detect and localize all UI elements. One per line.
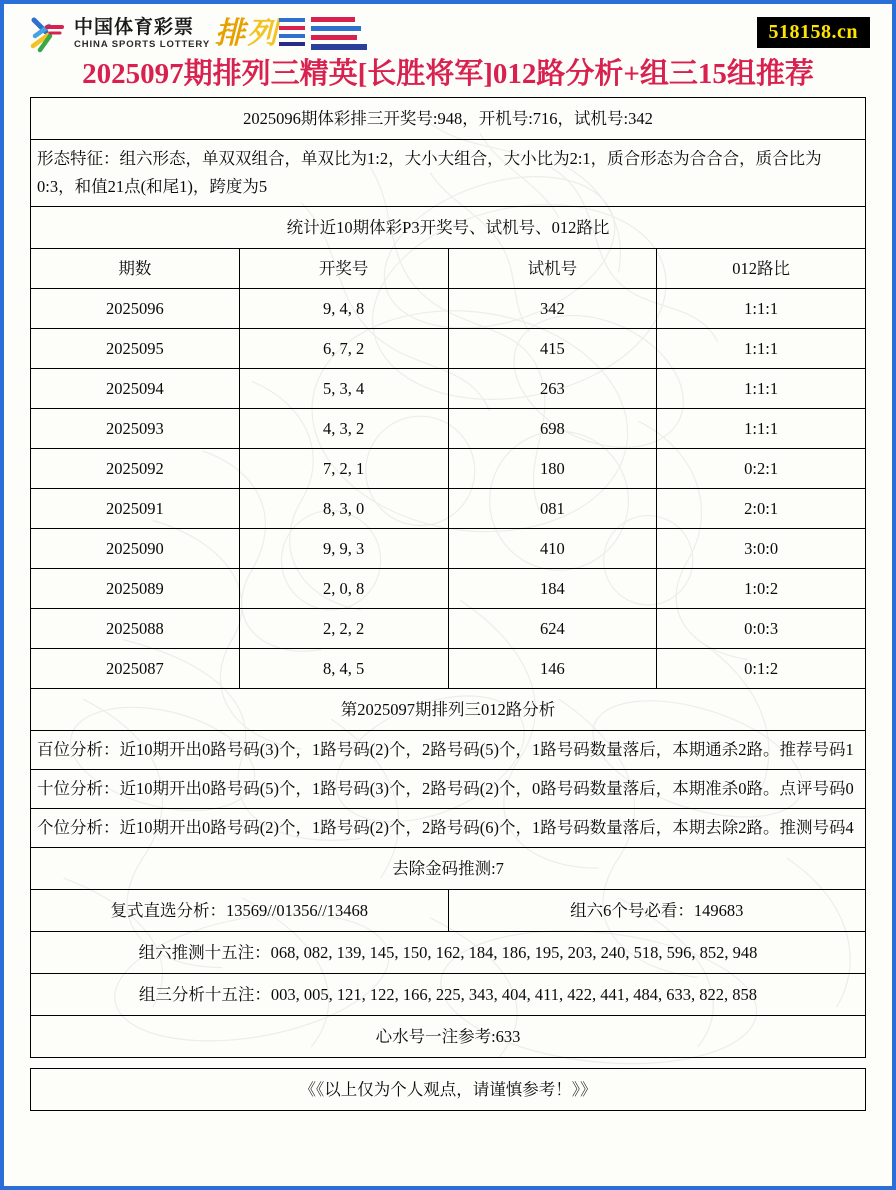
cell-test: 180 [448,449,657,489]
hundreds-analysis-cell: 百位分析：近10期开出0路号码(3)个，1路号码(2)个，2路号码(5)个，1路号码数量落后，本期通杀2路。推荐号码1 [31,731,866,770]
page-header [4,4,892,56]
history-caption-row [31,207,866,249]
svg-text:列: 列 [247,17,278,50]
history-header-row [31,249,866,289]
table-row [31,369,866,409]
cell-draw: 2, 0, 8 [239,569,448,609]
cell-test: 184 [448,569,657,609]
table-row [31,449,866,489]
group3-fifteen-row [31,974,866,1016]
cell-draw: 9, 4, 8 [239,289,448,329]
cell-ratio: 0:1:2 [657,649,866,689]
cell-draw: 4, 3, 2 [239,409,448,449]
cell-ratio: 1:1:1 [657,409,866,449]
cell-ratio: 3:0:0 [657,529,866,569]
pattern-features-row [31,140,866,207]
cell-period: 2025094 [31,369,240,409]
footer-row [31,1069,866,1111]
units-analysis-cell: 个位分析：近10期开出0路号码(2)个，1路号码(2)个，2路号码(6)个，1路号码数量落后，本期去除2路。推测号码4 [31,809,866,848]
units-analysis-row [31,809,866,848]
group6-must-see-cell: 组六6个号必看：149683 [448,890,866,932]
tens-analysis-cell: 十位分析：近10期开出0路号码(5)个，1路号码(3)个，2路号码(2)个，0路号码数量落后，本期准杀0路。点评号码0 [31,770,866,809]
cell-test: 624 [448,609,657,649]
compound-row [31,890,866,932]
cell-period: 2025087 [31,649,240,689]
cell-test: 415 [448,329,657,369]
cell-ratio: 1:1:1 [657,329,866,369]
table-row [31,609,866,649]
group6-fifteen-row [31,932,866,974]
cell-draw: 8, 3, 0 [239,489,448,529]
footer-disclaimer-cell: 《《以上仅为个人观点，请谨慎参考！》》 [31,1069,866,1111]
remove-gold-cell: 去除金码推测:7 [31,848,866,890]
cell-period: 2025090 [31,529,240,569]
lottery-logo-mark [30,14,70,54]
cell-draw: 9, 9, 3 [239,529,448,569]
table-row [31,409,866,449]
cell-draw: 7, 2, 1 [239,449,448,489]
analysis-caption-row [31,689,866,731]
col-header-period: 期数 [31,249,240,289]
analysis-caption-cell: 第2025097期排列三012路分析 [31,689,866,731]
table-gap [4,1058,892,1068]
logo-english-name: CHINA SPORTS LOTTERY [74,39,211,50]
cell-period: 2025092 [31,449,240,489]
cell-test: 146 [448,649,657,689]
table-row [31,649,866,689]
cell-ratio: 0:2:1 [657,449,866,489]
cell-ratio: 1:0:2 [657,569,866,609]
draw-summary-row [31,98,866,140]
cell-test: 081 [448,489,657,529]
remove-gold-row [31,848,866,890]
draw-summary-cell: 2025096期体彩排三开奖号:948，开机号:716，试机号:342 [31,98,866,140]
cell-ratio: 1:1:1 [657,289,866,329]
col-header-ratio: 012路比 [657,249,866,289]
cell-draw: 6, 7, 2 [239,329,448,369]
cell-ratio: 2:0:1 [657,489,866,529]
cell-draw: 5, 3, 4 [239,369,448,409]
table-row [31,489,866,529]
cell-ratio: 0:0:3 [657,609,866,649]
pattern-features-cell: 形态特征：组六形态，单双双组合，单双比为1:2，大小大组合，大小比为2:1，质合形态为合合合，质合比为0:3，和值21点(和尾1)，跨度为5 [31,140,866,207]
table-row [31,329,866,369]
logo-chinese-name: 中国体育彩票 [74,17,195,38]
pailie-san-graphic [213,12,389,56]
cell-period: 2025089 [31,569,240,609]
cell-period: 2025088 [31,609,240,649]
table-row [31,289,866,329]
cell-period: 2025091 [31,489,240,529]
cell-draw: 2, 2, 2 [239,609,448,649]
cell-ratio: 1:1:1 [657,369,866,409]
page-title: 2025097期排列三精英[长胜将军]012路分析+组三15组推荐 [82,58,814,90]
tens-analysis-row [31,770,866,809]
history-caption-cell: 统计近10期体彩P3开奖号、试机号、012路比 [31,207,866,249]
svg-text:排: 排 [215,17,246,50]
cell-test: 410 [448,529,657,569]
main-content-table [30,97,866,1058]
group6-fifteen-cell: 组六推测十五注：068, 082, 139, 145, 150, 162, 184, 186, 195, 203, 240, 518, 596, 852, 948 [31,932,866,974]
cell-test: 342 [448,289,657,329]
hundreds-analysis-row [31,731,866,770]
cell-draw: 8, 4, 5 [239,649,448,689]
heart-number-row [31,1016,866,1058]
col-header-draw: 开奖号 [239,249,448,289]
footer-table [30,1068,866,1111]
lottery-logo [30,12,389,56]
heart-number-cell: 心水号一注参考:633 [31,1016,866,1058]
compound-direct-cell: 复式直选分析：13569//01356//13468 [31,890,449,932]
table-row [31,569,866,609]
table-row [31,529,866,569]
cell-period: 2025095 [31,329,240,369]
cell-period: 2025093 [31,409,240,449]
cell-period: 2025096 [31,289,240,329]
cell-test: 263 [448,369,657,409]
cell-test: 698 [448,409,657,449]
col-header-test: 试机号 [448,249,657,289]
site-watermark-badge: 518158.cn [757,17,871,48]
group3-fifteen-cell: 组三分析十五注：003, 005, 121, 122, 166, 225, 343, 404, 411, 422, 441, 484, 633, 822, 858 [31,974,866,1016]
